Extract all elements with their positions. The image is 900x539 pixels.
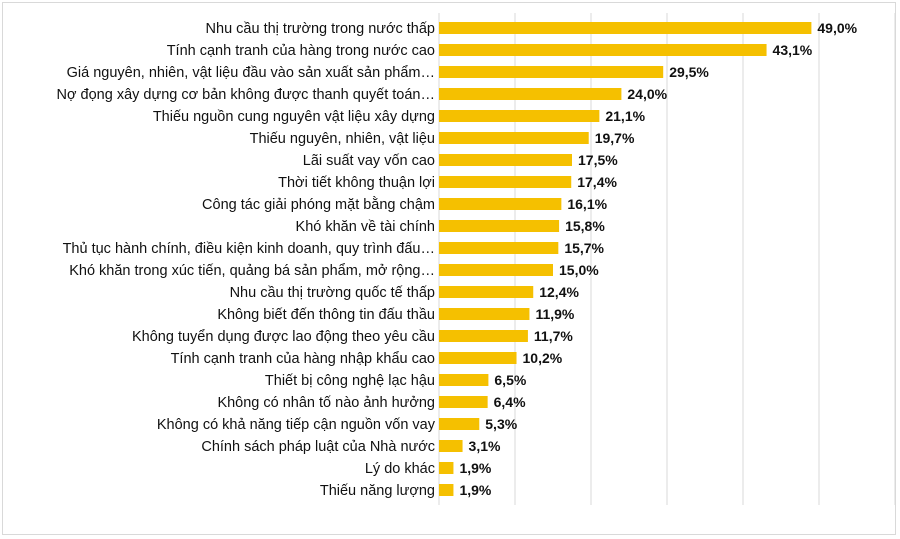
- value-label: 15,7%: [564, 240, 605, 256]
- category-label: Công tác giải phóng mặt bằng chậm: [202, 197, 435, 213]
- bar: [439, 418, 479, 430]
- value-label: 1,9%: [459, 482, 492, 498]
- category-label: Không biết đến thông tin đấu thầu: [217, 307, 435, 323]
- bar: [439, 198, 561, 210]
- bar: [439, 132, 589, 144]
- bar: [439, 440, 463, 452]
- bar: [439, 88, 621, 100]
- category-label: Tính cạnh tranh của hàng nhập khẩu cao: [170, 351, 435, 367]
- value-label: 43,1%: [772, 42, 813, 58]
- category-label: Giá nguyên, nhiên, vật liệu đầu vào sản xuất sản phẩm…: [66, 65, 435, 81]
- value-label: 24,0%: [627, 86, 668, 102]
- value-label: 49,0%: [817, 20, 858, 36]
- bar: [439, 110, 599, 122]
- category-label: Thiếu năng lượng: [319, 483, 435, 499]
- category-label: Nợ đọng xây dựng cơ bản không được thanh quyết toán…: [56, 87, 435, 103]
- category-label: Thủ tục hành chính, điều kiện kinh doanh, quy trình đấu…: [62, 241, 435, 257]
- value-label: 12,4%: [539, 284, 579, 300]
- value-label: 6,5%: [494, 372, 527, 388]
- bar: [439, 330, 528, 342]
- category-label: Tính cạnh tranh của hàng trong nước cao: [166, 43, 435, 59]
- category-label: Không có nhân tố nào ảnh hưởng: [217, 395, 435, 411]
- bar: [439, 484, 453, 496]
- bar: [439, 44, 767, 56]
- category-label: Nhu cầu thị trường quốc tế thấp: [229, 285, 435, 301]
- category-label: Lãi suất vay vốn cao: [302, 153, 435, 169]
- category-label: Nhu cầu thị trường trong nước thấp: [205, 21, 435, 37]
- category-label: Không tuyển dụng được lao động theo yêu cầu: [132, 329, 435, 345]
- value-label: 1,9%: [459, 460, 492, 476]
- bar: [439, 176, 571, 188]
- category-label: Thiết bị công nghệ lạc hậu: [264, 373, 435, 389]
- value-label: 11,9%: [535, 306, 575, 322]
- category-label: Không có khả năng tiếp cận nguồn vốn vay: [156, 417, 435, 433]
- bar: [439, 308, 529, 320]
- category-label: Thiếu nguồn cung nguyên vật liệu xây dựng: [152, 109, 435, 125]
- value-label: 6,4%: [493, 394, 526, 410]
- value-label: 10,2%: [522, 350, 563, 366]
- category-label: Thiếu nguyên, nhiên, vật liệu: [249, 131, 435, 147]
- category-label: Chính sách pháp luật của Nhà nước: [201, 439, 435, 455]
- bar-chart: [3, 3, 897, 536]
- category-labels: [57, 21, 436, 499]
- value-label: 19,7%: [594, 130, 635, 146]
- value-label: 15,8%: [565, 218, 605, 234]
- value-label: 11,7%: [533, 328, 573, 344]
- value-label: 21,1%: [605, 108, 646, 124]
- chart-frame: [2, 2, 896, 535]
- bar: [439, 264, 553, 276]
- value-label: 16,1%: [567, 196, 608, 212]
- category-label: Thời tiết không thuận lợi: [278, 175, 435, 191]
- bar: [439, 462, 453, 474]
- value-label: 17,4%: [577, 174, 617, 190]
- value-label: 29,5%: [669, 64, 709, 80]
- bar: [439, 396, 488, 408]
- category-label: Khó khăn trong xúc tiến, quảng bá sản phẩm, mở rộng…: [69, 263, 435, 279]
- bar: [439, 22, 811, 34]
- bar: [439, 220, 559, 232]
- value-label: 15,0%: [559, 262, 599, 278]
- bar: [439, 242, 558, 254]
- value-label: 3,1%: [468, 438, 501, 454]
- bar: [439, 154, 572, 166]
- bar: [439, 286, 533, 298]
- category-label: Lý do khác: [364, 461, 435, 477]
- bar: [439, 352, 517, 364]
- value-label: 5,3%: [485, 416, 518, 432]
- bar: [439, 374, 488, 386]
- value-label: 17,5%: [578, 152, 618, 168]
- bar: [439, 66, 663, 78]
- category-label: Khó khăn về tài chính: [295, 219, 435, 235]
